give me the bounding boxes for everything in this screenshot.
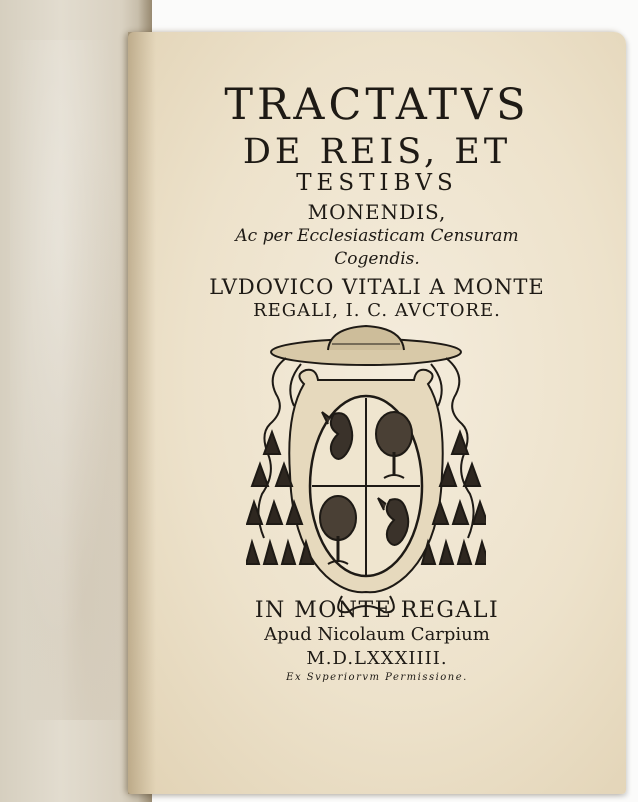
cardinal-coat-of-arms-woodcut [246, 314, 486, 619]
title-line-5: Ac per Ecclesiasticam Censuram [235, 226, 519, 246]
title-line-1: TRACTATVS [224, 80, 530, 130]
title-page [128, 32, 626, 794]
imprint-printer: Apud Nicolaum Carpium [264, 624, 490, 645]
author-line-1: LVDOVICO VITALI A MONTE [209, 275, 545, 299]
page-stain [10, 40, 130, 720]
title-line-3: TESTIBVS [296, 170, 458, 196]
galero-hat-crown [328, 326, 404, 350]
title-line-6: Cogendis. [334, 249, 420, 269]
imprint-year: M.D.LXXXIIII. [306, 648, 448, 669]
imprint-permission: Ex Svperiorvm Permissione. [286, 672, 468, 683]
author-line-2: REGALI, I. C. AVCTORE. [253, 300, 501, 321]
imprint-place: IN MONTE REGALI [254, 598, 500, 623]
title-line-4: MONENDIS, [307, 200, 447, 224]
title-line-2: DE REIS, ET [242, 132, 512, 172]
